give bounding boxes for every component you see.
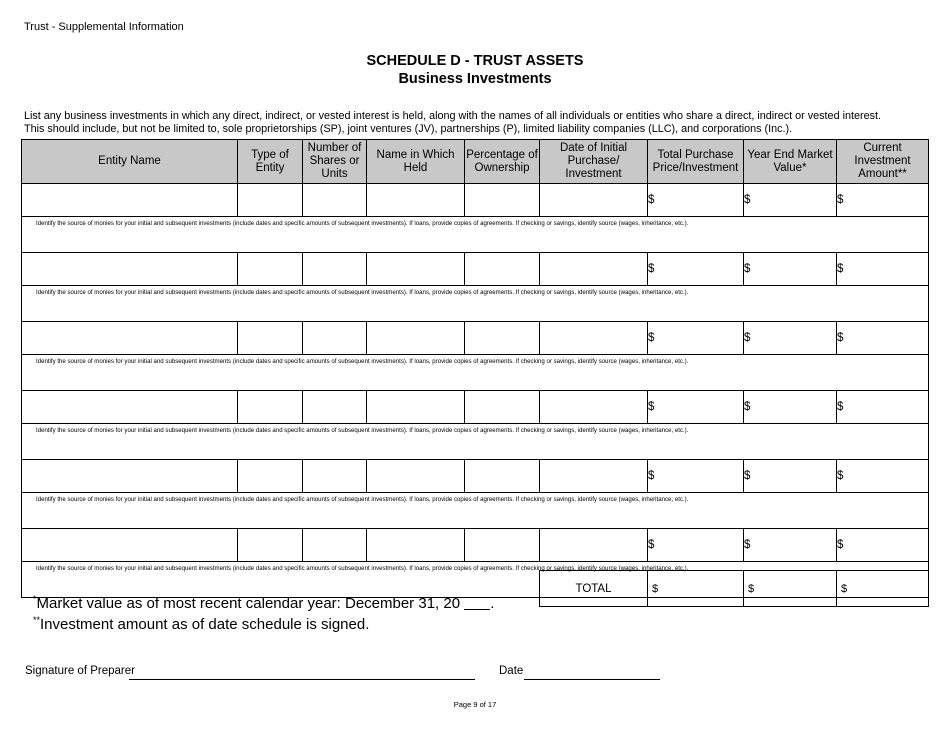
type-of-entity-field[interactable] (238, 253, 303, 286)
table-row (22, 529, 929, 562)
table-row (22, 322, 929, 355)
current-amount-field[interactable]: $ (837, 184, 929, 217)
ownership-field[interactable] (465, 529, 540, 562)
entity-name-field[interactable] (22, 529, 238, 562)
market-value-field[interactable]: $ (744, 322, 837, 355)
investments-table (21, 139, 929, 598)
name-held-field[interactable] (367, 529, 465, 562)
purchase-date-field[interactable] (540, 391, 648, 424)
col-number-of-shares: Number of Shares or Units (303, 140, 367, 184)
shares-field[interactable] (303, 391, 367, 424)
market-value-field[interactable]: $ (744, 184, 837, 217)
source-note-row (22, 355, 929, 391)
ownership-field[interactable] (465, 322, 540, 355)
purchase-price-field[interactable]: $ (648, 529, 744, 562)
source-of-monies-field[interactable]: Identify the source of monies for your initial and subsequent investments (include dates and specific amounts of subsequent investments). If loans, provide copies of agreements. If checking or savings, identify source (wages, inheritance, etc.). (22, 562, 929, 598)
current-amount-field[interactable]: $ (837, 460, 929, 493)
type-of-entity-field[interactable] (238, 322, 303, 355)
page-subtitle: Business Investments (398, 71, 552, 87)
current-amount-field[interactable]: $ (837, 322, 929, 355)
footnote-investment-amount (33, 615, 369, 633)
preparer-signature-field[interactable] (129, 678, 475, 680)
shares-field[interactable] (303, 322, 367, 355)
instructions-line-1: List any business investments in which any direct, indirect, or vested interest is held, along with the names of all individuals or entities who share a direct, indirect or vested interest. (24, 110, 881, 122)
total-row (540, 571, 929, 607)
ownership-field[interactable] (465, 184, 540, 217)
col-entity-name: Entity Name (22, 140, 238, 184)
type-of-entity-field[interactable] (238, 460, 303, 493)
entity-name-field[interactable] (22, 460, 238, 493)
entity-name-field[interactable] (22, 184, 238, 217)
instructions (24, 110, 934, 136)
table-row (22, 253, 929, 286)
date-field[interactable] (524, 678, 660, 680)
shares-field[interactable] (303, 253, 367, 286)
instructions-line-2: This should include, but not be limited to, sole proprietorships (SP), joint ventures (JV), partnerships (P), limited liability companies (LLC), and corporations (Inc.). (24, 123, 793, 135)
market-value-field[interactable]: $ (744, 391, 837, 424)
source-of-monies-field[interactable]: Identify the source of monies for your initial and subsequent investments (include dates and specific amounts of subsequent investments). If loans, provide copies of agreements. If checking or savings, identify source (wages, inheritance, etc.). (22, 286, 929, 322)
market-value-field[interactable]: $ (744, 253, 837, 286)
ownership-field[interactable] (465, 460, 540, 493)
purchase-price-field[interactable]: $ (648, 391, 744, 424)
purchase-price-field[interactable]: $ (648, 460, 744, 493)
purchase-price-field[interactable]: $ (648, 253, 744, 286)
shares-field[interactable] (303, 184, 367, 217)
date-label: Date (499, 665, 524, 677)
col-total-purchase-price: Total Purchase Price/Investment (648, 140, 744, 184)
type-of-entity-field[interactable] (238, 391, 303, 424)
entity-name-field[interactable] (22, 322, 238, 355)
entity-name-field[interactable] (22, 253, 238, 286)
footnote-1-end: . (490, 595, 495, 612)
purchase-date-field[interactable] (540, 322, 648, 355)
current-amount-field[interactable]: $ (837, 529, 929, 562)
name-held-field[interactable] (367, 391, 465, 424)
col-current-investment-amount: Current Investment Amount** (837, 140, 929, 184)
total-current-amount-field[interactable]: $ (837, 571, 929, 607)
purchase-date-field[interactable] (540, 529, 648, 562)
preparer-signature-label: Signature of Preparer (25, 665, 135, 677)
source-note-row (22, 217, 929, 253)
name-held-field[interactable] (367, 460, 465, 493)
market-value-field[interactable]: $ (744, 460, 837, 493)
footnote-1-text: Market value as of most recent calendar year: December 31, 20 (36, 595, 461, 612)
page-number: Page 9 of 17 (453, 700, 497, 709)
footnote-1-mark: * (33, 594, 37, 604)
ownership-field[interactable] (465, 391, 540, 424)
purchase-date-field[interactable] (540, 460, 648, 493)
current-amount-field[interactable]: $ (837, 253, 929, 286)
market-value-field[interactable]: $ (744, 529, 837, 562)
table-row (22, 184, 929, 217)
purchase-date-field[interactable] (540, 184, 648, 217)
total-label: TOTAL (540, 571, 648, 607)
footnote-2-text: Investment amount as of date schedule is signed. (40, 616, 370, 633)
col-date-initial-purchase: Date of Initial Purchase/ Investment (540, 140, 648, 184)
table-row (22, 391, 929, 424)
purchase-price-field[interactable]: $ (648, 184, 744, 217)
col-percentage-ownership: Percentage of Ownership (465, 140, 540, 184)
name-held-field[interactable] (367, 322, 465, 355)
source-of-monies-field[interactable]: Identify the source of monies for your initial and subsequent investments (include dates and specific amounts of subsequent investments). If loans, provide copies of agreements. If checking or savings, identify source (wages, inheritance, etc.). (22, 424, 929, 460)
total-market-value-field[interactable]: $ (744, 571, 837, 607)
col-type-of-entity: Type of Entity (238, 140, 303, 184)
total-purchase-price-field[interactable]: $ (648, 571, 744, 607)
shares-field[interactable] (303, 529, 367, 562)
year-blank-field[interactable] (464, 595, 490, 610)
table-header-row (22, 140, 929, 184)
table-row (22, 460, 929, 493)
source-of-monies-field[interactable]: Identify the source of monies for your initial and subsequent investments (include dates and specific amounts of subsequent investments). If loans, provide copies of agreements. If checking or savings, identify source (wages, inheritance, etc.). (22, 217, 929, 253)
purchase-price-field[interactable]: $ (648, 322, 744, 355)
footnote-market-value (33, 594, 494, 612)
source-note-row (22, 286, 929, 322)
source-of-monies-field[interactable]: Identify the source of monies for your initial and subsequent investments (include dates and specific amounts of subsequent investments). If loans, provide copies of agreements. If checking or savings, identify source (wages, inheritance, etc.). (22, 355, 929, 391)
purchase-date-field[interactable] (540, 253, 648, 286)
form-header-label: Trust - Supplemental Information (24, 21, 184, 33)
col-name-held: Name in Which Held (367, 140, 465, 184)
entity-name-field[interactable] (22, 391, 238, 424)
source-of-monies-field[interactable]: Identify the source of monies for your initial and subsequent investments (include dates and specific amounts of subsequent investments). If loans, provide copies of agreements. If checking or savings, identify source (wages, inheritance, etc.). (22, 493, 929, 529)
col-year-end-market-value: Year End Market Value* (744, 140, 837, 184)
shares-field[interactable] (303, 460, 367, 493)
current-amount-field[interactable]: $ (837, 391, 929, 424)
type-of-entity-field[interactable] (238, 184, 303, 217)
source-note-row (22, 424, 929, 460)
type-of-entity-field[interactable] (238, 529, 303, 562)
source-note-row (22, 493, 929, 529)
ownership-field[interactable] (465, 253, 540, 286)
name-held-field[interactable] (367, 253, 465, 286)
total-table (539, 570, 929, 607)
name-held-field[interactable] (367, 184, 465, 217)
footnote-2-mark: ** (33, 615, 41, 625)
page-title: SCHEDULE D - TRUST ASSETS (366, 53, 584, 69)
